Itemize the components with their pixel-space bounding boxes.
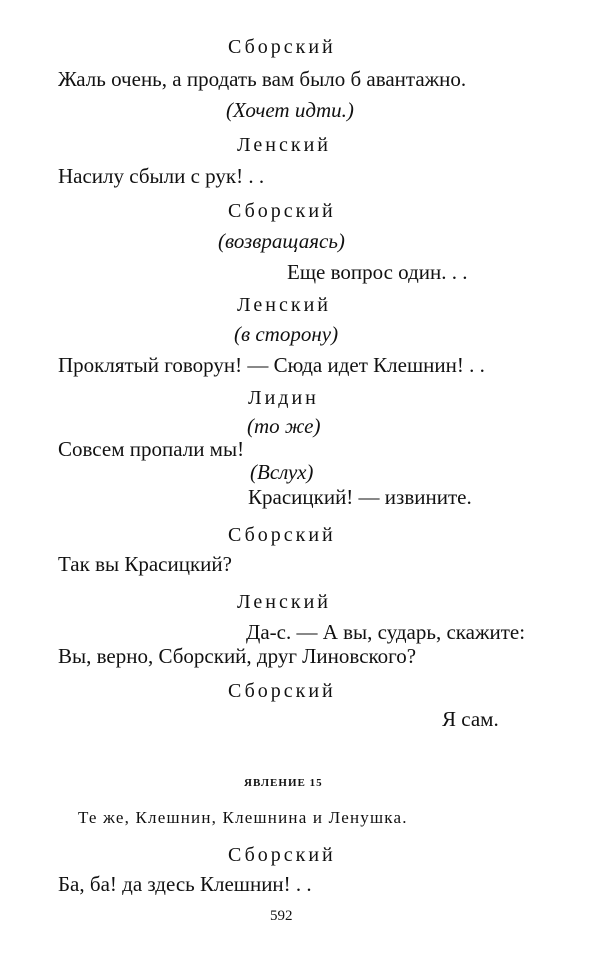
- dialogue-line: Проклятый говорун! — Сюда идет Клешнин! . .: [58, 353, 485, 377]
- speaker-name: Ленский: [237, 591, 332, 613]
- stage-direction: (Вслух): [250, 460, 314, 484]
- dialogue-line: Да-с. — А вы, сударь, скажите:: [246, 620, 526, 644]
- cast-list: Те же, Клешнин, Клешнина и Ленушка.: [78, 808, 408, 827]
- dialogue-line: Насилу сбыли с рук! . .: [58, 164, 265, 188]
- speaker-name: Сборский: [228, 524, 336, 546]
- stage-direction: (то же): [247, 414, 321, 438]
- speaker-name: Сборский: [228, 680, 336, 702]
- speaker-name: Сборский: [228, 844, 336, 866]
- stage-direction: (возвращаясь): [218, 229, 345, 253]
- stage-direction: (в сторону): [234, 322, 339, 346]
- dialogue-line: Ба, ба! да здесь Клешнин! . .: [58, 872, 312, 896]
- stage-direction: (Хочет идти.): [226, 98, 354, 122]
- speaker-name: Ленский: [237, 294, 332, 316]
- dialogue-line: Жаль очень, а продать вам было б авантажно.: [58, 67, 467, 91]
- dialogue-line: Совсем пропали мы!: [58, 437, 245, 461]
- speaker-name: Лидин: [248, 387, 319, 409]
- speaker-name: Сборский: [228, 36, 336, 58]
- dialogue-line: Я сам.: [442, 707, 499, 731]
- dialogue-line: Вы, верно, Сборский, друг Линовского?: [58, 644, 417, 668]
- dialogue-line: Еще вопрос один. . .: [287, 260, 468, 284]
- scene-heading: ЯВЛЕНИЕ 15: [244, 777, 323, 789]
- speaker-name: Ленский: [237, 134, 332, 156]
- speaker-name: Сборский: [228, 200, 336, 222]
- page-number: 592: [270, 908, 293, 924]
- dialogue-line: Красицкий! — извините.: [248, 485, 472, 509]
- dialogue-line: Так вы Красицкий?: [58, 552, 232, 576]
